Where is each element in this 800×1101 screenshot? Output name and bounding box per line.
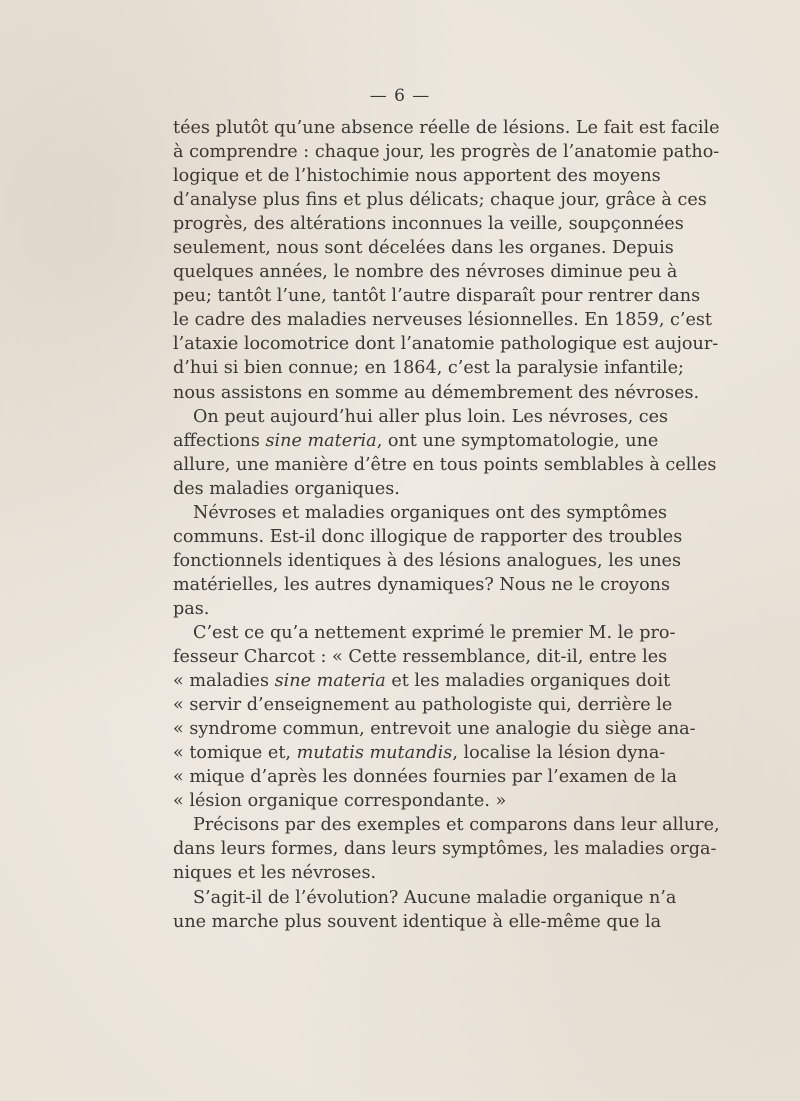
- line-text: fonctionnels identiques à des lésions analogues, les unes: [173, 550, 681, 571]
- italic-phrase: sine materia: [265, 430, 377, 451]
- line-text: « lésion organique correspondante. »: [173, 791, 507, 812]
- text-line: [173, 693, 673, 717]
- text-line: [173, 332, 719, 356]
- line-text: l’ataxie locomotrice dont l’anatomie pathologique est aujour-: [173, 334, 719, 355]
- text-line: [173, 164, 661, 188]
- line-text: des maladies organiques.: [173, 478, 400, 499]
- text-line: [173, 405, 669, 429]
- line-text: logique et de l’histochimie nous apportent des moyens: [173, 166, 661, 187]
- line-text: Précisons par des exemples et comparons dans leur allure,: [193, 815, 720, 836]
- line-text: et les maladies organiques doit: [385, 671, 671, 692]
- italic-phrase: mutatis mutandis: [296, 743, 453, 764]
- text-line: [173, 669, 671, 693]
- line-text: tées plutôt qu’une absence réelle de lésions. Le fait est facile: [173, 118, 720, 138]
- line-text: On peut aujourd’hui aller plus loin. Les névroses, ces: [193, 406, 669, 427]
- line-text: « tomique et,: [173, 743, 297, 764]
- body-text: [173, 116, 720, 934]
- line-text: une marche plus souvent identique à elle-même que la: [173, 911, 662, 932]
- text-line: [173, 236, 674, 260]
- text-line: [173, 477, 628, 501]
- line-text: niques et les névroses.: [173, 863, 377, 884]
- text-line: [173, 573, 671, 597]
- text-line: [173, 549, 681, 573]
- text-line: [173, 765, 677, 789]
- text-line: [173, 381, 700, 405]
- line-text: Névroses et maladies organiques ont des symptômes: [193, 502, 668, 523]
- line-text: affections: [173, 430, 266, 451]
- line-text: quelques années, le nombre des névroses diminue peu à: [173, 262, 678, 283]
- text-line: [173, 789, 628, 813]
- text-line: [173, 525, 683, 549]
- text-line: [173, 861, 628, 885]
- text-line: [173, 308, 712, 332]
- text-line: [173, 621, 676, 645]
- text-line: [173, 429, 659, 453]
- line-text: pas.: [173, 598, 210, 619]
- text-line: [173, 212, 684, 236]
- line-text: le cadre des maladies nerveuses lésionnelles. En 1859, c’est: [173, 310, 712, 331]
- line-text: d’analyse plus fins et plus délicats; chaque jour, grâce à ces: [173, 190, 707, 211]
- line-text: peu; tantôt l’une, tantôt l’autre disparaît pour rentrer dans: [173, 286, 701, 307]
- text-line: [173, 356, 684, 380]
- text-line: [173, 260, 678, 284]
- line-text: , localise la lésion dyna-: [452, 743, 666, 764]
- line-text: , ont une symptomatologie, une: [376, 430, 659, 451]
- page-number: — 6 —: [369, 86, 431, 106]
- text-line: [173, 140, 720, 164]
- text-line: [173, 741, 666, 765]
- line-text: communs. Est-il donc illogique de rapporter des troubles: [173, 526, 683, 547]
- line-text: à comprendre : chaque jour, les progrès de l’anatomie patho-: [173, 142, 720, 163]
- text-line: [173, 116, 720, 140]
- line-text: matérielles, les autres dynamiques? Nous ne le croyons: [173, 574, 671, 595]
- text-line: [173, 453, 717, 477]
- line-text: fesseur Charcot : « Cette ressemblance, dit-il, entre les: [173, 647, 668, 668]
- text-line: [173, 813, 720, 837]
- text-line: [173, 188, 707, 212]
- text-line: [173, 645, 668, 669]
- line-text: S’agit-il de l’évolution? Aucune maladie organique n’a: [193, 887, 677, 908]
- text-line: [173, 284, 701, 308]
- line-text: progrès, des altérations inconnues la veille, soupçonnées: [173, 214, 684, 235]
- line-text: d’hui si bien connue; en 1864, c’est la paralysie infantile;: [173, 358, 684, 379]
- text-line: [173, 597, 628, 621]
- line-text: « maladies: [173, 671, 275, 692]
- text-line: [173, 501, 668, 525]
- line-text: C’est ce qu’a nettement exprimé le premier M. le pro-: [193, 622, 676, 643]
- line-text: « syndrome commun, entrevoit une analogie du siège ana-: [173, 719, 696, 740]
- text-line: [173, 910, 662, 934]
- line-text: dans leurs formes, dans leurs symptômes, les maladies orga-: [173, 839, 717, 860]
- line-text: allure, une manière d’être en tous points semblables à celles: [173, 454, 717, 475]
- line-text: seulement, nous sont décelées dans les organes. Depuis: [173, 238, 674, 259]
- text-line: [173, 717, 696, 741]
- line-text: « mique d’après les données fournies par l’examen de la: [173, 767, 677, 788]
- italic-phrase: sine materia: [274, 671, 386, 692]
- line-text: nous assistons en somme au démembrement des névroses.: [173, 382, 700, 403]
- text-line: [173, 886, 677, 910]
- line-text: « servir d’enseignement au pathologiste qui, derrière le: [173, 695, 673, 716]
- text-line: [173, 837, 717, 861]
